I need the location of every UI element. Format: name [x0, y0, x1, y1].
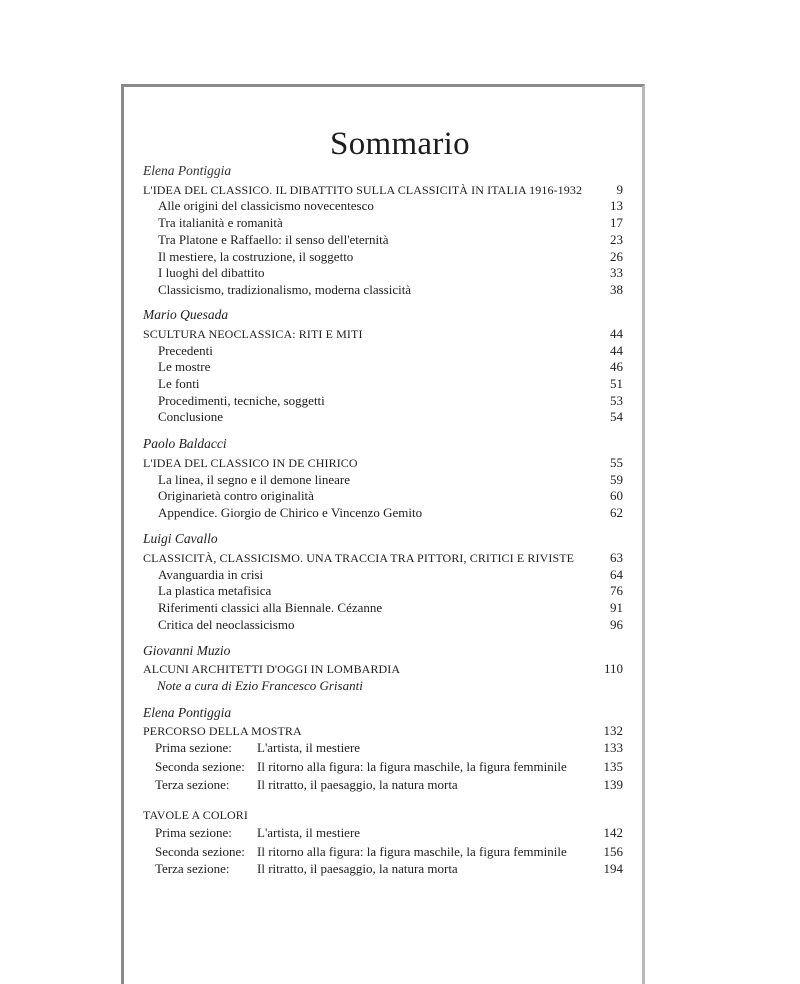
toc-entry-title: Alle origini del classicismo novecentesco — [158, 198, 374, 213]
toc-entry-title: Le fonti — [158, 376, 200, 391]
toc-page-number: 139 — [603, 777, 623, 792]
toc-entry-title: I luoghi del dibattito — [158, 265, 265, 280]
toc-entry-title: Originarietà contro originalità — [158, 488, 314, 503]
section-description: Il ritratto, il paesaggio, la natura morta — [257, 861, 458, 876]
section-label: Seconda sezione: — [155, 844, 245, 859]
toc-page-number: 132 — [603, 723, 623, 738]
toc-page-number: 26 — [610, 249, 623, 264]
toc-page-number: 17 — [610, 215, 623, 230]
toc-page-number: 44 — [610, 343, 623, 358]
toc-heading-title: CLASSICITÀ, CLASSICISMO. UNA TRACCIA TRA PITTORI, CRITICI E RIVISTE — [143, 551, 575, 565]
toc-page-number: 9 — [616, 182, 623, 197]
section-label: Terza sezione: — [155, 861, 230, 876]
toc-entry-title: Le mostre — [158, 359, 211, 374]
author-name: Elena Pontiggia — [143, 163, 232, 178]
section-description: Il ritorno alla figura: la figura maschile, la figura femminile — [257, 844, 567, 859]
toc-entry-title: Procedimenti, tecniche, soggetti — [158, 393, 325, 408]
section-label: Prima sezione: — [155, 825, 232, 840]
toc-page-number: 110 — [603, 661, 623, 676]
toc-heading-title: L'IDEA DEL CLASSICO. IL DIBATTITO SULLA CLASSICITÀ IN ITALIA 1916-1932 — [143, 183, 583, 197]
section-label: Prima sezione: — [155, 740, 232, 755]
toc-page-number: 46 — [610, 359, 623, 374]
toc-heading-title: ALCUNI ARCHITETTI D'OGGI IN LOMBARDIA — [143, 662, 401, 676]
author-name: Mario Quesada — [143, 307, 229, 322]
section-description: Il ritorno alla figura: la figura maschile, la figura femminile — [257, 759, 567, 774]
toc-page-number: 53 — [610, 393, 623, 408]
toc-entry-title: Classicismo, tradizionalismo, moderna classicità — [158, 282, 412, 297]
toc-page-number: 13 — [610, 198, 623, 213]
toc-heading-title: SCULTURA NEOCLASSICA: RITI E MITI — [143, 327, 363, 341]
toc-page-number: 91 — [610, 600, 623, 615]
toc-page-number: 60 — [610, 488, 623, 503]
toc-entry-title: La plastica metafisica — [158, 583, 272, 598]
author-name: Luigi Cavallo — [143, 531, 218, 546]
toc-page-number: 76 — [610, 583, 623, 598]
toc-page-number: 23 — [610, 232, 623, 247]
toc-page-number: 63 — [610, 550, 623, 565]
toc-page-number: 96 — [610, 617, 623, 632]
section-label: Terza sezione: — [155, 777, 230, 792]
toc-heading-title: L'IDEA DEL CLASSICO IN DE CHIRICO — [143, 456, 358, 470]
toc-heading-title: PERCORSO DELLA MOSTRA — [143, 724, 302, 738]
section-description: L'artista, il mestiere — [257, 740, 361, 755]
toc-entry-title: Tra Platone e Raffaello: il senso dell'eternità — [158, 232, 389, 247]
toc-page-number: 55 — [610, 455, 623, 470]
toc-page-number: 51 — [610, 376, 623, 391]
page-title: Sommario — [330, 126, 470, 163]
section-description: L'artista, il mestiere — [257, 825, 361, 840]
section-label: Seconda sezione: — [155, 759, 245, 774]
toc-page-number: 62 — [610, 505, 623, 520]
toc-page-number: 156 — [603, 844, 623, 859]
toc-entry-title: Appendice. Giorgio de Chirico e Vincenzo Gemito — [158, 505, 423, 520]
toc-entry-title: Precedenti — [158, 343, 213, 358]
toc-entry-title: Tra italianità e romanità — [158, 215, 283, 230]
toc-page-number: 142 — [603, 825, 623, 840]
toc-page-number: 135 — [603, 759, 623, 774]
toc-page-number: 59 — [610, 472, 623, 487]
author-name: Elena Pontiggia — [143, 705, 232, 720]
toc-heading-title: TAVOLE A COLORI — [143, 808, 248, 822]
author-name: Paolo Baldacci — [143, 436, 227, 451]
toc-entry-title: Riferimenti classici alla Biennale. Cézanne — [158, 600, 383, 615]
toc-entry-title: Conclusione — [158, 409, 223, 424]
author-name: Giovanni Muzio — [143, 643, 231, 658]
toc-note-text: Note a cura di Ezio Francesco Grisanti — [157, 678, 363, 693]
toc-page-number: 44 — [610, 326, 623, 341]
toc-entry-title: La linea, il segno e il demone lineare — [158, 472, 351, 487]
toc-page-number: 194 — [603, 861, 623, 876]
toc-entry-title: Il mestiere, la costruzione, il soggetto — [158, 249, 354, 264]
section-description: Il ritratto, il paesaggio, la natura morta — [257, 777, 458, 792]
toc-entry-title: Avanguardia in crisi — [158, 567, 264, 582]
toc-page-number: 64 — [610, 567, 623, 582]
toc-page-number: 38 — [610, 282, 623, 297]
toc-page-number: 33 — [610, 265, 623, 280]
toc-entry-title: Critica del neoclassicismo — [158, 617, 295, 632]
toc-page-number: 133 — [603, 740, 623, 755]
toc-page-number: 54 — [610, 409, 623, 424]
